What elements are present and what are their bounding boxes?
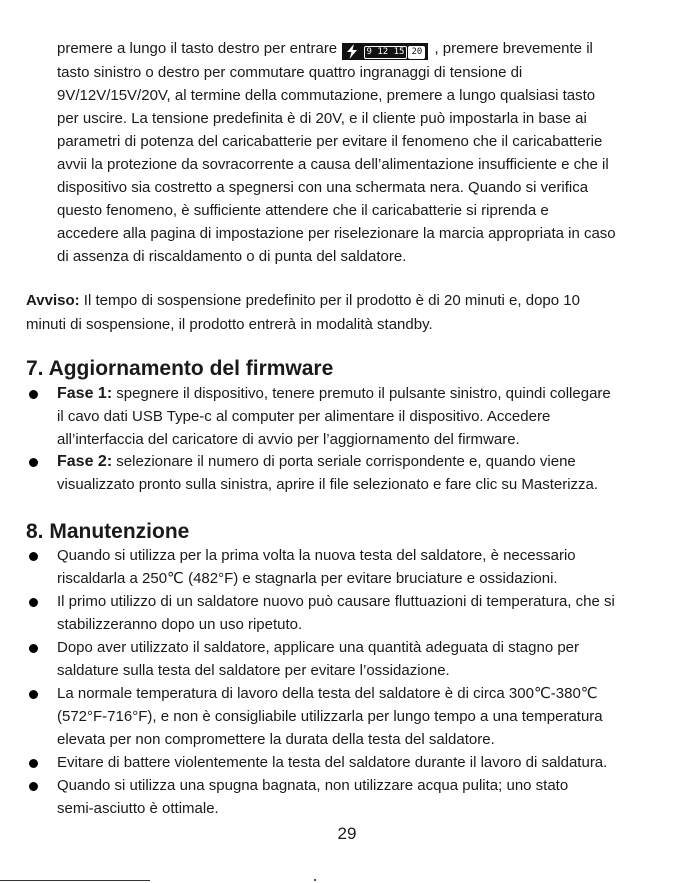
intro-line: avvii la protezione da sovracorrente a causa dell’alimentazione insufficiente e che il xyxy=(57,156,609,173)
voltage-indicator xyxy=(342,43,428,60)
maint-line: Dopo aver utilizzato il saldatore, applicare una quantità adeguata di stagno per xyxy=(57,639,580,656)
notice-line-2: minuti di sospensione, il prodotto entrerà in modalità standby. xyxy=(26,316,433,333)
bullet-icon xyxy=(29,458,38,467)
intro-line: per uscire. La tensione predefinita è di 20V, e il cliente può impostarla in base ai xyxy=(57,110,587,127)
maint-line: Evitare di battere violentemente la testa del saldatore durante il lavoro di saldatura. xyxy=(57,754,608,771)
bullet-icon xyxy=(29,552,38,561)
lightning-bolt-icon xyxy=(345,44,359,59)
intro-line: di assenza di riscaldamento o di punta del saldatore. xyxy=(57,248,407,265)
maint-line: Quando si utilizza per la prima volta la nuova testa del saldatore, è necessario xyxy=(57,547,576,564)
intro-line: tasto sinistro o destro per commutare quattro ingranaggi di tensione di xyxy=(57,64,523,81)
notice-text: Il tempo di sospensione predefinito per il prodotto è di 20 minuti e, dopo 10 xyxy=(79,292,580,309)
intro-line: questo fenomeno, è sufficiente attendere che il caricabatterie si riprenda e xyxy=(57,202,549,219)
intro-line: accedere alla pagina di impostazione per riselezionare la marcia appropriata in caso xyxy=(57,225,616,242)
bullet-icon xyxy=(29,759,38,768)
maint-line: (572°F-716°F), e non è consigliabile utilizzarla per lungo tempo a una temperatura xyxy=(57,708,603,725)
maint-line: La normale temperatura di lavoro della testa del saldatore è di circa 300℃-380℃ xyxy=(57,685,598,702)
bullet-icon xyxy=(29,598,38,607)
notice-label: Avviso: xyxy=(26,292,80,309)
step-line: visualizzato pronto sulla sinistra, aprire il file selezionato e fare clic su Masterizza. xyxy=(57,476,599,493)
voltage-selected: 20 xyxy=(408,46,425,59)
voltage-options-label: 9 12 15 xyxy=(364,46,408,59)
step-1-text: spegnere il dispositivo, tenere premuto il pulsante sinistro, quindi collegare xyxy=(112,385,611,402)
maint-line: elevata per non compromettere la durata della testa del saldatore. xyxy=(57,731,495,748)
voltage-options xyxy=(364,46,426,59)
page-number: 29 xyxy=(337,824,357,843)
step-line: il cavo dati USB Type-c al computer per alimentare il dispositivo. Accedere xyxy=(57,408,551,425)
maint-line: Quando si utilizza una spugna bagnata, non utilizzare acqua pulita; uno stato xyxy=(57,777,569,794)
intro-line-1 xyxy=(57,40,593,60)
notice-line-1 xyxy=(26,292,580,310)
step-2-text: selezionare il numero di porta seriale corrispondente e, quando viene xyxy=(112,453,576,470)
bullet-icon xyxy=(29,782,38,791)
maint-line: semi-asciutto è ottimale. xyxy=(57,800,219,817)
intro-line-1-text: premere a lungo il tasto destro per entrare xyxy=(57,40,338,57)
footer-rule xyxy=(0,880,150,881)
step-2-label: Fase 2: xyxy=(57,453,113,470)
maint-line: Il primo utilizzo di un saldatore nuovo può causare fluttuazioni di temperatura, che si xyxy=(57,593,615,610)
bullet-icon xyxy=(29,390,38,399)
bullet-icon xyxy=(29,644,38,653)
step-line: all’interfaccia del caricatore di avvio per l’aggiornamento del firmware. xyxy=(57,431,520,448)
step-1-label: Fase 1: xyxy=(57,385,113,402)
intro-line: parametri di potenza del caricabatterie per evitare il fenomeno che il caricabatterie xyxy=(57,133,603,150)
section-7-heading: 7. Aggiornamento del firmware xyxy=(26,357,334,380)
maint-line: riscaldarla a 250℃ (482°F) e stagnarla per evitare bruciature e ossidazioni. xyxy=(57,570,558,587)
bullet-icon xyxy=(29,690,38,699)
footer-mark xyxy=(314,879,316,881)
intro-line: dispositivo sia costretto a spegnersi con una schermata nera. Quando si verifica xyxy=(57,179,589,196)
step-1-line-1 xyxy=(57,385,611,403)
maint-line: stabilizzeranno dopo un uso ripetuto. xyxy=(57,616,303,633)
intro-line-1-after: , premere brevemente il xyxy=(434,40,593,57)
section-8-heading: 8. Manutenzione xyxy=(26,520,190,543)
intro-line: 9V/12V/15V/20V, al termine della commutazione, premere a lungo qualsiasi tasto xyxy=(57,87,596,104)
maint-line: saldature sulla testa del saldatore per evitare l’ossidazione. xyxy=(57,662,450,679)
step-2-line-1 xyxy=(57,453,576,471)
